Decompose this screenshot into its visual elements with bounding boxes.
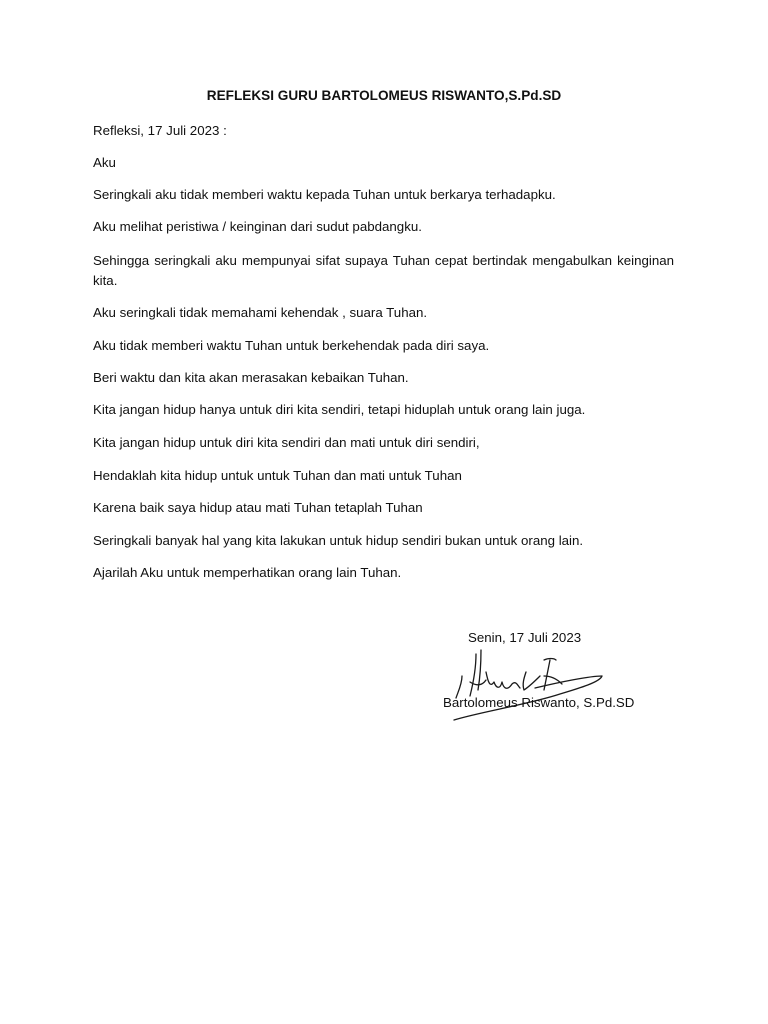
handwritten-signature-icon — [440, 646, 610, 726]
paragraph-9: Kita jangan hidup hanya untuk diri kita sendiri, tetapi hiduplah untuk orang lain juga. — [93, 402, 586, 417]
paragraph-4: Aku melihat peristiwa / keinginan dari sudut pabdangku. — [93, 219, 422, 234]
paragraph-2: Aku — [93, 155, 116, 170]
paragraph-14: Ajarilah Aku untuk memperhatikan orang lain Tuhan. — [93, 565, 402, 580]
paragraph-12: Karena baik saya hidup atau mati Tuhan tetaplah Tuhan — [93, 500, 423, 515]
closing-place-date: Senin, 17 Juli 2023 — [468, 630, 582, 645]
paragraph-10: Kita jangan hidup untuk diri kita sendiri dan mati untuk diri sendiri, — [93, 435, 480, 450]
paragraph-11: Hendaklah kita hidup untuk untuk Tuhan dan mati untuk Tuhan — [93, 468, 462, 483]
paragraph-7: Aku tidak memberi waktu Tuhan untuk berkehendak pada diri saya. — [93, 338, 490, 353]
paragraph-3: Seringkali aku tidak memberi waktu kepada Tuhan untuk berkarya terhadapku. — [93, 187, 556, 202]
paragraph-8: Beri waktu dan kita akan merasakan kebaikan Tuhan. — [93, 370, 409, 385]
paragraph-6: Aku seringkali tidak memahami kehendak , suara Tuhan. — [93, 305, 428, 320]
paragraph-5: Sehingga seringkali aku mempunyai sifat supaya Tuhan cepat bertindak mengabulkan keinginan kita. — [93, 253, 674, 288]
closing-signatory: Bartolomeus Riswanto, S.Pd.SD — [443, 695, 635, 710]
document-title: REFLEKSI GURU BARTOLOMEUS RISWANTO,S.Pd.SD — [206, 88, 562, 103]
paragraph-1: Refleksi, 17 Juli 2023 : — [93, 123, 227, 138]
paragraph-13: Seringkali banyak hal yang kita lakukan untuk hidup sendiri bukan untuk orang lain. — [93, 533, 584, 548]
